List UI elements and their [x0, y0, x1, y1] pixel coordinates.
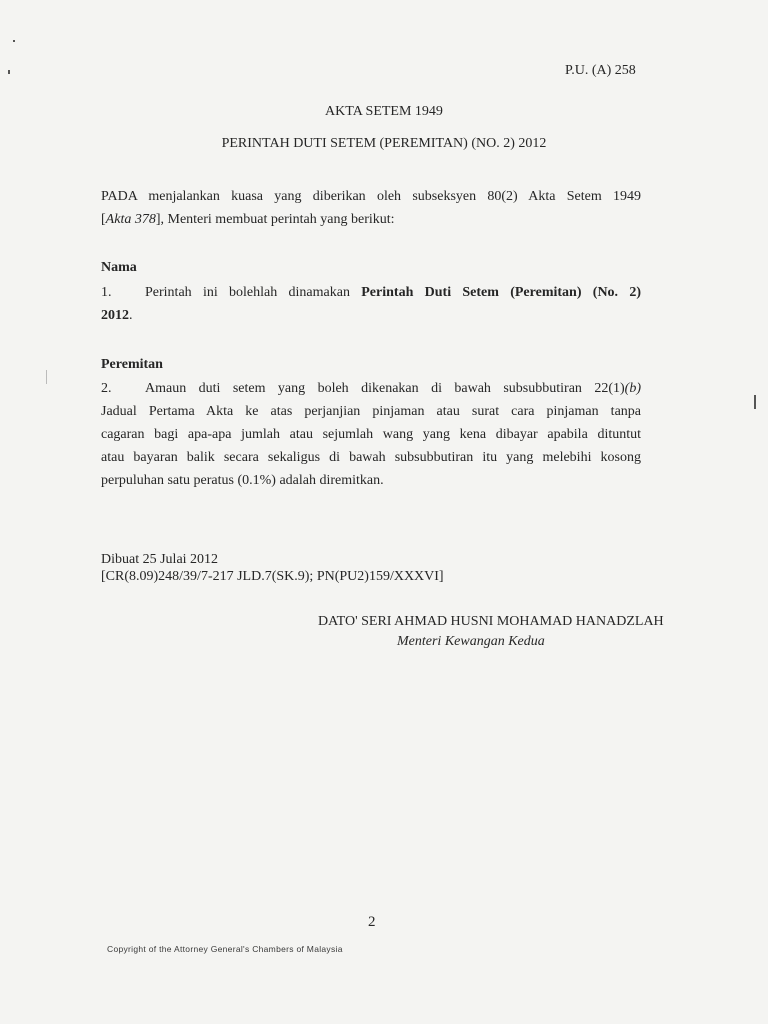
copyright-notice: Copyright of the Attorney General's Chambers of Malaysia — [107, 944, 343, 954]
date-made: Dibuat 25 Julai 2012 — [101, 552, 219, 567]
scan-speck — [754, 395, 756, 409]
bracket-open: [ — [101, 212, 106, 227]
file-reference: [CR(8.09)248/39/7-217 JLD.7(SK.9); PN(PU2)159/XXXVI] — [101, 569, 444, 584]
scan-speck — [13, 40, 15, 42]
order-title: PERINTAH DUTI SETEM (PEREMITAN) (NO. 2) 2012 — [221, 136, 547, 151]
preamble-line-1: PADA menjalankan kuasa yang diberikan oleh subseksyen 80(2) Akta Setem 1949 — [101, 189, 641, 204]
preamble — [101, 185, 641, 231]
order-short-title: Perintah Duti Setem (Peremitan) (No. 2) — [361, 285, 642, 300]
section-2-line-4: atau bayaran balik secara sekaligus di bawah subsubbutiran itu yang melebihi kosong — [101, 450, 641, 465]
gazette-reference: P.U. (A) 258 — [565, 63, 636, 78]
act-citation: Akta 378 — [105, 212, 156, 227]
act-title: AKTA SETEM 1949 — [325, 104, 443, 119]
section-1-line-2 — [101, 304, 641, 327]
section-2-number: 2. — [101, 381, 112, 396]
section-1-line-1 — [101, 281, 641, 304]
preamble-line-2-rest: ], Menteri membuat perintah yang berikut: — [155, 212, 395, 227]
page-number: 2 — [368, 914, 376, 930]
scan-speck — [46, 370, 47, 384]
signatory-title: Menteri Kewangan Kedua — [397, 634, 545, 649]
section-2-line-1 — [101, 377, 641, 400]
section-2-body — [101, 377, 641, 492]
section-1-number: 1. — [101, 285, 112, 300]
section-2-line-5: perpuluhan satu peratus (0.1%) adalah diremitkan. — [101, 473, 384, 488]
scan-speck — [8, 70, 10, 74]
preamble-line-2 — [101, 208, 641, 231]
section-1-body — [101, 281, 641, 327]
section-2-text-1: Amaun duti setem yang boleh dikenakan di bawah subsubbutiran 22(1) — [145, 381, 625, 396]
section-2-line-3: cagaran bagi apa-apa jumlah atau sejumlah wang yang kena dibayar apabila dituntut — [101, 427, 641, 442]
section-2-line-2: Jadual Pertama Akta ke atas perjanjian pinjaman atau surat cara pinjaman tanpa — [101, 404, 641, 419]
subitem-letter: (b) — [624, 381, 641, 396]
section-1-heading: Nama — [101, 260, 137, 275]
section-2-heading: Peremitan — [101, 357, 163, 372]
section-1-text: Perintah ini bolehlah dinamakan — [145, 285, 362, 300]
section-1-end: . — [129, 308, 133, 323]
order-short-title-year: 2012 — [101, 308, 129, 323]
signatory-name: DATO' SERI AHMAD HUSNI MOHAMAD HANADZLAH — [318, 614, 664, 629]
